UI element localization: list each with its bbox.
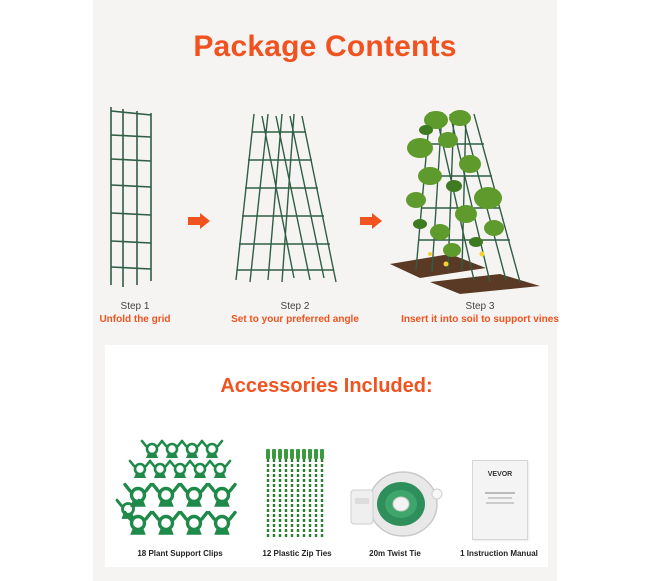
- step-2-description: Set to your preferred angle: [231, 314, 359, 325]
- step-1: [95, 300, 175, 326]
- accessory-label-manual: 1 Instruction Manual: [460, 549, 538, 558]
- accessories-title: Accessories Included:: [220, 375, 433, 397]
- step-3-number: Step 3: [465, 301, 495, 312]
- twist-tie-reel-image: [345, 470, 445, 540]
- step-2: [225, 300, 365, 326]
- page-title: Package Contents: [193, 30, 457, 63]
- step-3-description: Insert it into soil to support vines: [401, 314, 559, 325]
- trellis-planted-image: [390, 104, 540, 296]
- accessory-label-zip-ties: 12 Plastic Zip Ties: [262, 549, 332, 558]
- step-3: [395, 300, 565, 326]
- zip-ties-image: [262, 447, 332, 543]
- step-2-number: Step 2: [280, 301, 310, 312]
- accessory-label-twist-tie: 20m Twist Tie: [369, 549, 421, 558]
- manual-brand-logo: VEVOR: [487, 471, 513, 478]
- plant-clips-image: [120, 435, 240, 543]
- accessory-label-clips: 18 Plant Support Clips: [137, 549, 223, 558]
- step-1-number: Step 1: [120, 301, 150, 312]
- trellis-a-frame-image: [232, 112, 342, 287]
- arrow-right-icon: [188, 213, 210, 234]
- instruction-manual-image: [472, 460, 528, 540]
- step-1-description: Unfold the grid: [99, 314, 171, 325]
- trellis-flat-image: [105, 105, 165, 290]
- arrow-right-icon: [360, 213, 382, 234]
